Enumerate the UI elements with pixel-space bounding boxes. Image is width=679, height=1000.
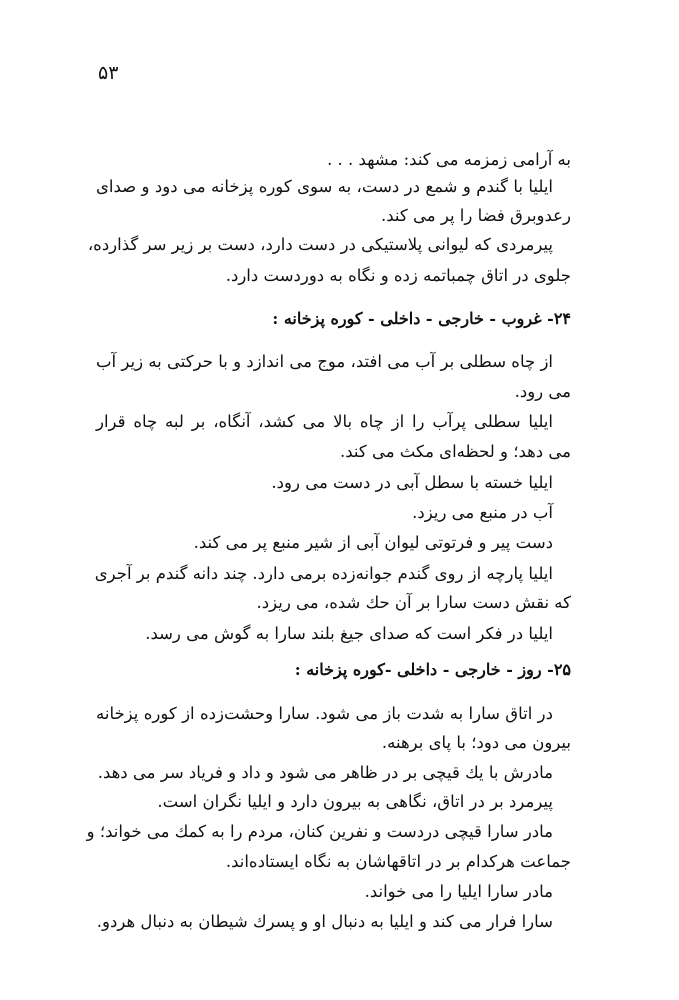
scene-heading-25: ۲۵- روز - خارجی - داخلی -کوره پزخانه : — [294, 660, 571, 679]
text-line: ایلیا خسته با سطل آبی در دست می رود. — [271, 473, 553, 492]
text-line: از چاه سطلی بر آب می افتد، موج می اندازد و با حرکتی به زیر آب — [96, 352, 553, 371]
scene-heading-24: ۲۴- غروب - خارجی - داخلی - کوره پزخانه : — [272, 309, 571, 328]
page-number: ۵۳ — [98, 62, 119, 84]
text-line: مادر سارا قیچی دردست و نفرین کنان، مردم را به کمك می خواند؛ و — [86, 822, 553, 841]
text-line: می رود. — [514, 382, 571, 401]
text-line: ایلیا در فکر است که صدای جیغ بلند سارا به گوش می رسد. — [145, 624, 553, 643]
text-line: بیرون می دود؛ با پای برهنه. — [381, 733, 571, 752]
text-line: سارا فرار می کند و ایلیا به دنبال او و پسرك شیطان به دنبال هردو. — [96, 912, 553, 931]
text-line: ایلیا پارچه از روی گندم جوانه‌زده برمی دارد. چند دانه گندم بر آجری — [94, 564, 553, 583]
text-line: در اتاق سارا به شدت باز می شود. سارا وحشت‌زده از کوره پزخانه — [96, 704, 553, 723]
text-line: پیرمرد بر در اتاق، نگاهی به بیرون دارد و ایلیا نگران است. — [157, 792, 553, 811]
text-line: می دهد؛ و لحظه‌ای مکث می کند. — [339, 442, 571, 461]
text-line: رعدوبرق فضا را پر می کند. — [381, 206, 571, 225]
text-line: آب در منبع می ریزد. — [412, 503, 553, 522]
text-line: جلوی در اتاق چمباتمه زده و نگاه به دوردست دارد. — [225, 266, 571, 285]
text-line: مادرش با یك قیچی بر در ظاهر می شود و داد و فریاد سر می دهد. — [97, 763, 553, 782]
text-line: ایلیا سطلی پرآب را از چاه بالا می کشد، آنگاه، بر لبه چاه قرار — [96, 412, 553, 431]
text-line: پیرمردی که لیوانی پلاستیکی در دست دارد، دست بر زیر سر گذارده، — [87, 235, 553, 254]
text-line: جماعت هرکدام بر در اتاقهاشان به نگاه ایستاده‌اند. — [225, 852, 571, 871]
text-line: که نقش دست سارا بر آن حك شده، می ریزد. — [256, 593, 571, 612]
text-line: مادر سارا ایلیا را می خواند. — [364, 882, 553, 901]
text-line: دست پیر و فرتوتی لیوان آبی از شیر منبع پر می کند. — [193, 533, 553, 552]
text-line: به آرامی زمزمه می کند: مشهد . . . — [327, 150, 571, 169]
text-line: ایلیا با گندم و شمع در دست، به سوی کوره پزخانه می دود و صدای — [96, 177, 553, 196]
